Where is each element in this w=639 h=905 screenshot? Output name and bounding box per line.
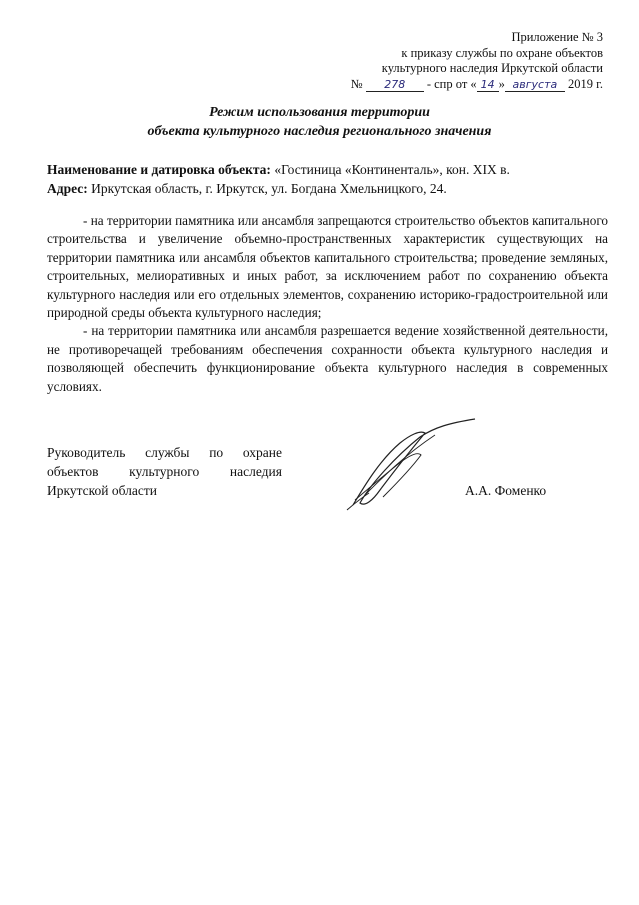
object-name-value: «Гостиница «Континенталь», кон. XIX в.	[274, 162, 510, 177]
order-year: 2019 г.	[568, 76, 603, 91]
appendix-header	[283, 30, 603, 92]
order-mid-text: - спр от «	[426, 76, 477, 91]
object-name-label: Наименование и датировка объекта:	[47, 162, 271, 177]
order-no-prefix: №	[350, 76, 363, 91]
regime-body	[47, 212, 608, 396]
order-day-handwritten: 14	[477, 78, 499, 92]
title-line-1: Режим использования территории	[209, 105, 430, 120]
order-day-close: »	[498, 76, 505, 91]
regime-paragraph-permissions: - на территории памятника или ансамбля разрешается ведение хозяйственной деятельности, не противоречащей требованиям обеспечения сохранности объекта культурного наследия и позволяющей обеспечить функционирование объекта культурного наследия в современных условиях.	[47, 323, 608, 394]
order-month-handwritten: августа	[505, 78, 565, 92]
signatory-name: А.А. Фоменко	[465, 483, 547, 498]
object-address-row	[47, 179, 607, 198]
regime-paragraph-prohibitions: - на территории памятника или ансамбля запрещаются строительство объектов капитального строительства и увеличение объемно-пространственных характеристик существующих на территории памятника или ансамбля объектов капитального строительства; проведение земляных, строительных, мелиоративных и иных работ, за исключением работ по сохранению объекта культурного наследия или его отдельных элементов, сохранению историко-градостроительной или природной среды объекта культурного наследия;	[47, 213, 608, 321]
object-address-label: Адрес:	[47, 181, 88, 196]
document-title	[0, 103, 639, 141]
object-info	[47, 160, 607, 198]
order-number-handwritten: 278	[366, 78, 424, 92]
title-line-2: объекта культурного наследия регионального значения	[147, 124, 492, 139]
appendix-issuer: культурного наследия Иркутской области	[381, 61, 603, 75]
signatory-position: Руководитель службы по охране объектов культурного наследия Иркутской области	[47, 445, 282, 498]
appendix-number: Приложение № 3	[511, 30, 603, 44]
appendix-order-ref: к приказу службы по охране объектов	[401, 45, 603, 60]
object-name-row	[47, 160, 607, 179]
signature-scribble-icon	[325, 415, 485, 515]
object-address-value: Иркутская область, г. Иркутск, ул. Богдана Хмельницкого, 24.	[91, 181, 447, 196]
order-number-line	[283, 77, 603, 93]
